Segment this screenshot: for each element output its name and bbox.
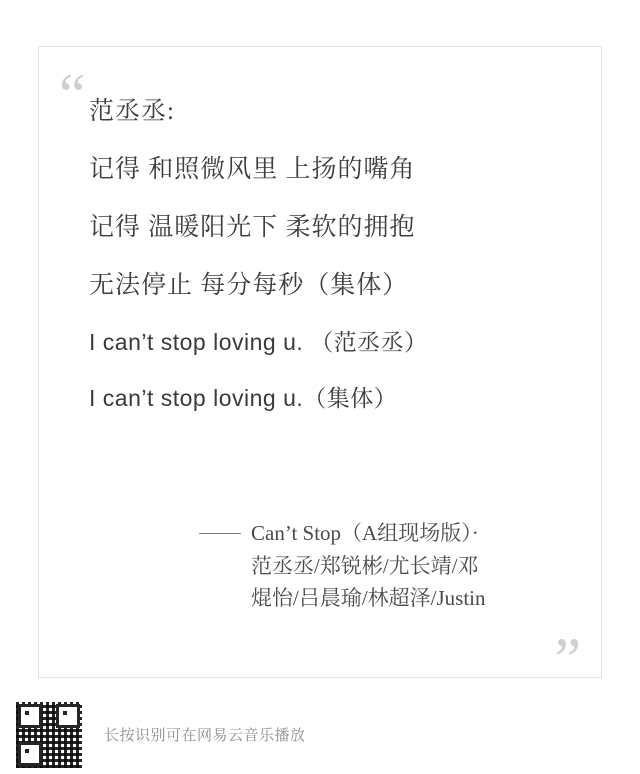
lyric-line: 记得 温暖阳光下 柔软的拥抱 [89,214,416,241]
footer-bar [0,694,640,774]
lyric-line: I can’t stop loving u. （范丞丞） [89,329,428,355]
attribution-artists-line-2: 焜怡/吕晨瑜/林超泽/Justin [251,586,486,611]
qr-code-icon[interactable] [16,702,82,768]
lyric-frame [38,46,602,692]
lyric-line: 范丞丞: [89,98,175,125]
scan-hint-text: 长按识别可在网易云音乐播放 [104,727,306,744]
qr-eye-bottom-left [18,742,42,766]
em-dash-icon [199,533,241,534]
qr-eye-top-left [18,704,42,728]
open-quote-mark: “ [59,62,84,128]
song-attribution [199,517,589,615]
attribution-artists-line-1: 范丞丞/郑锐彬/尤长靖/邓 [251,553,479,578]
close-quote-mark: ” [554,626,579,692]
lyric-line: I can’t stop loving u.（集体） [89,385,398,411]
lyric-line: 无法停止 每分每秒（集体） [89,272,409,299]
attribution-title-line [199,517,589,550]
qr-eye-top-right [56,704,80,728]
lyric-line: 记得 和照微风里 上扬的嘴角 [89,156,416,183]
attribution-title: Can’t Stop（A组现场版）· [251,521,479,545]
qr-pattern [16,702,82,768]
lyrics-block [89,99,559,443]
